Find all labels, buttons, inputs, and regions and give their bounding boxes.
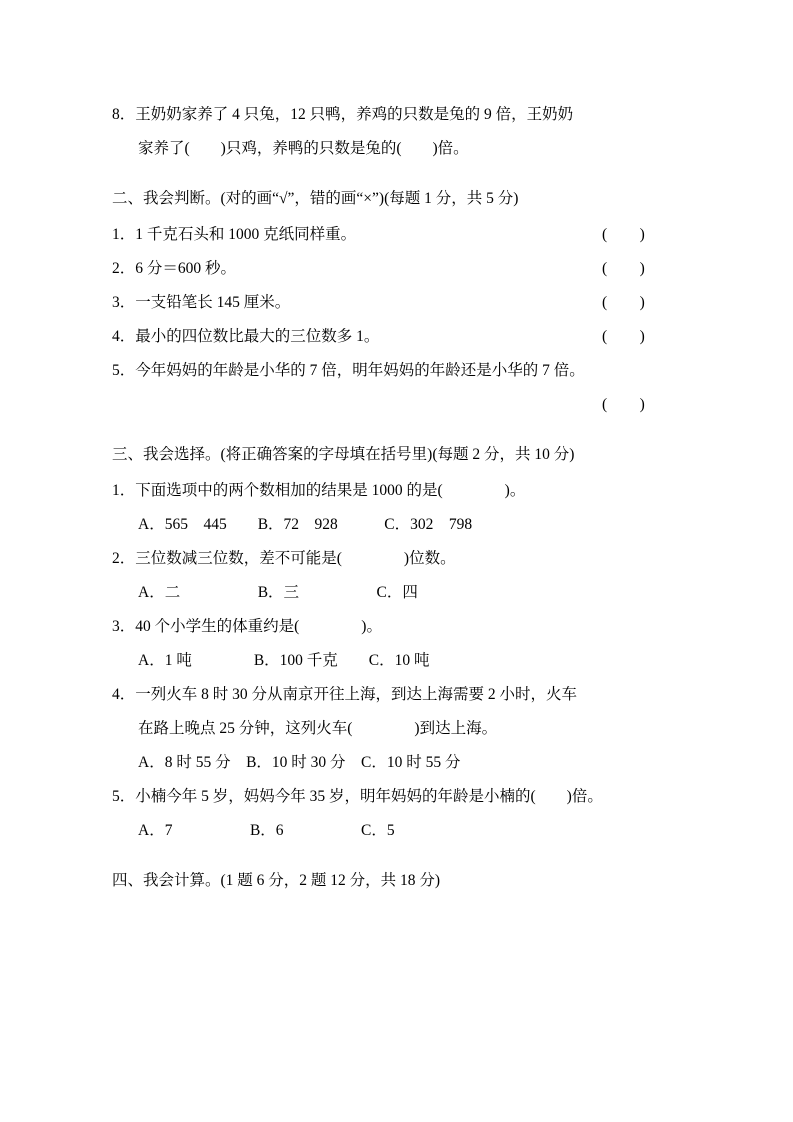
tf-item-2-answer[interactable]: ( ) — [602, 260, 646, 277]
mc-item-3-text: 3．40 个小学生的体重约是( )。 — [112, 618, 382, 635]
mc-item-4-options[interactable]: A．8 时 55 分 B．10 时 30 分 C．10 时 55 分 — [138, 754, 461, 771]
tf-item-5 — [112, 354, 682, 388]
question-8 — [112, 98, 682, 166]
tf-item-4-text: 4．最小的四位数比最大的三位数多 1。 — [112, 328, 380, 345]
page-content — [112, 98, 682, 900]
section-4-heading: 四、我会计算。(1 题 6 分，2 题 12 分，共 18 分) — [112, 872, 441, 889]
tf-item-2-text: 2．6 分＝600 秒。 — [112, 260, 237, 277]
tf-item-5-answer[interactable]: ( ) — [602, 396, 646, 413]
mc-item-5-options[interactable]: A．7 B．6 C．5 — [138, 822, 395, 839]
question-8-line-2: 家养了( )只鸡，养鸭的只数是兔的( )倍。 — [138, 140, 469, 157]
section-2-heading: 二、我会判断。(对的画“√”，错的画“×”)(每题 1 分，共 5 分) — [112, 190, 519, 207]
tf-item-4 — [112, 320, 682, 354]
mc-item-4-text-line-2: 在路上晚点 25 分钟，这列火车( )到达上海。 — [138, 720, 498, 737]
mc-item-3-options[interactable]: A．1 吨 B．100 千克 C．10 吨 — [138, 652, 430, 669]
mc-item-1-options[interactable]: A．565 445 B．72 928 C．302 798 — [138, 516, 473, 533]
tf-item-5-text: 5．今年妈妈的年龄是小华的 7 倍，明年妈妈的年龄还是小华的 7 倍。 — [112, 362, 585, 379]
mc-item-4-text: 4．一列火车 8 时 30 分从南京开往上海，到达上海需要 2 小时，火车 — [112, 686, 578, 703]
tf-item-3 — [112, 286, 682, 320]
tf-item-1-answer[interactable]: ( ) — [602, 226, 646, 243]
section-3-heading: 三、我会选择。(将正确答案的字母填在括号里)(每题 2 分，共 10 分) — [112, 446, 575, 463]
tf-item-2 — [112, 252, 682, 286]
mc-item-1-text: 1．下面选项中的两个数相加的结果是 1000 的是( )。 — [112, 482, 526, 499]
mc-item-2-options[interactable]: A．二 B．三 C．四 — [138, 584, 418, 601]
mc-item-5-text: 5．小楠今年 5 岁，妈妈今年 35 岁，明年妈妈的年龄是小楠的( )倍。 — [112, 788, 603, 805]
section-3-items — [112, 474, 682, 848]
tf-item-1 — [112, 218, 682, 252]
section-2-items — [112, 218, 682, 422]
question-8-line-1: 8．王奶奶家养了 4 只兔，12 只鸭，养鸡的只数是兔的 9 倍，王奶奶 — [112, 106, 574, 123]
tf-item-3-answer[interactable]: ( ) — [602, 294, 646, 311]
mc-item-2-text: 2．三位数减三位数，差不可能是( )位数。 — [112, 550, 456, 567]
tf-item-3-text: 3．一支铅笔长 145 厘米。 — [112, 294, 291, 311]
tf-item-5-answer-row — [112, 388, 682, 422]
tf-item-4-answer[interactable]: ( ) — [602, 328, 646, 345]
tf-item-1-text: 1．1 千克石头和 1000 克纸同样重。 — [112, 226, 357, 243]
